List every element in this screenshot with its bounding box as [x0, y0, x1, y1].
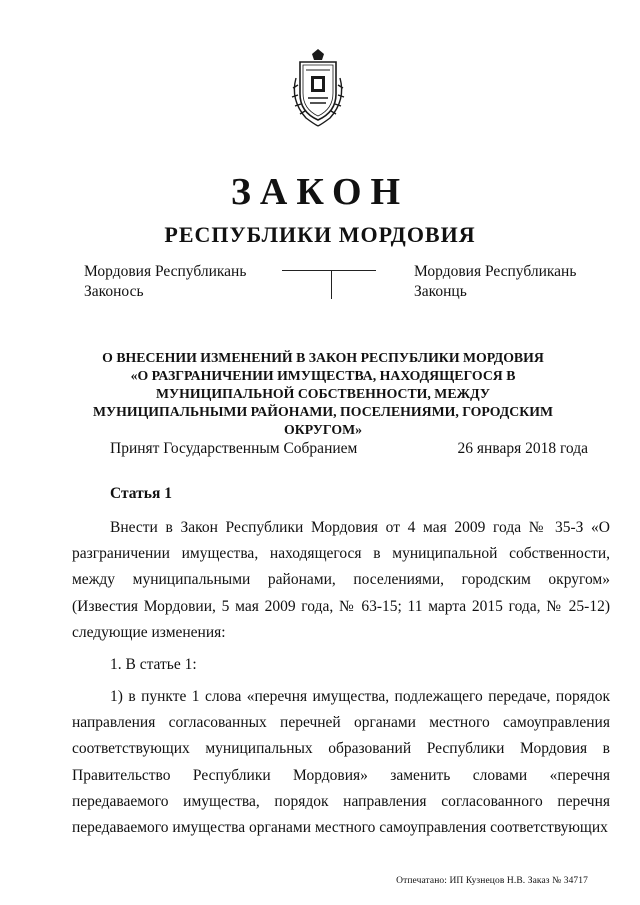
article-item-1: 1. В статье 1:: [110, 656, 197, 673]
article-subitem-1: 1) в пункте 1 слова «перечня имущества, подлежащего передаче, порядок направления согласованных перечней органами местного самоуправления соответствующих муниципальных образований Республики Мордовия в Правительство Республики Мордовия» заменить словами «перечня передаваемого имущества, порядок направления согласованного перечня передаваемого имущества органами местного самоуправления соответствующих: [72, 688, 610, 837]
document-subtitle: РЕСПУБЛИКИ МОРДОВИЯ: [164, 222, 476, 247]
document-title: ЗАКОН: [230, 171, 410, 213]
location-right: [414, 262, 576, 302]
location-left: [84, 262, 246, 302]
print-footer: Отпечатано: ИП Кузнецов Н.В. Заказ № 34717: [396, 876, 588, 886]
divider-vertical: [331, 271, 332, 299]
article-title: Статья 1: [110, 485, 172, 502]
location-right-line-2: Законць: [414, 283, 467, 300]
coat-of-arms-icon: [282, 48, 354, 130]
divider-horizontal: [282, 270, 376, 271]
location-right-line-1: Мордовия Республикань: [414, 263, 577, 280]
article-intro-paragraph: Внести в Закон Республики Мордовия от 4 мая 2009 года № 35-З «О разграничении имущества, находящегося в муниципальной собственности, между муниципальными районами, поселениями, городским округом» (Известия Мордовии, 5 мая 2009 года, № 63-15; 11 марта 2015 года, № 25-12) следующие изменения:: [72, 519, 610, 641]
adoption-text: Принят Государственным Собранием: [110, 440, 358, 457]
location-left-line-1: Мордовия Республикань: [84, 263, 247, 280]
law-heading: О ВНЕСЕНИИ ИЗМЕНЕНИЙ В ЗАКОН РЕСПУБЛИКИ МОРДОВИЯ «О РАЗГРАНИЧЕНИИ ИМУЩЕСТВА, НАХОДЯЩЕГОСЯ В МУНИЦИПАЛЬНОЙ СОБСТВЕННОСТИ, МЕЖДУ МУНИЦИПАЛЬНЫМИ РАЙОНАМИ, ПОСЕЛЕНИЯМИ, ГОРОДСКИМ ОКРУГОМ»: [92, 350, 554, 437]
location-left-line-2: Законось: [84, 283, 144, 300]
adoption-date: 26 января 2018 года: [457, 440, 588, 457]
